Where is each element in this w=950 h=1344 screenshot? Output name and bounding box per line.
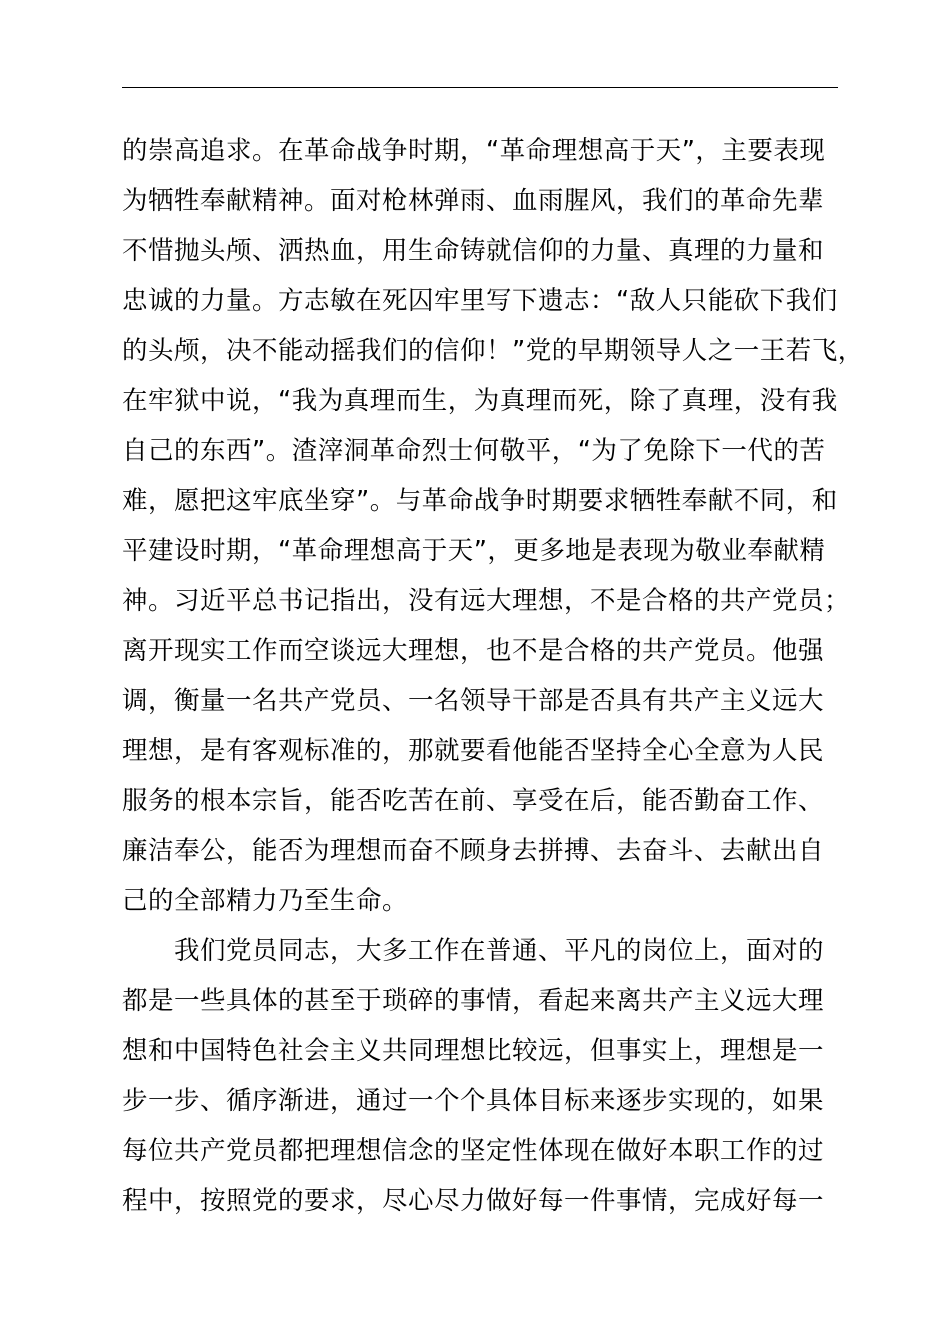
text-line: 步一步、循序渐进，通过一个个具体目标来逐步实现的，如果 <box>122 1086 825 1116</box>
text-line: 廉洁奉公，能否为理想而奋不顾身去拼搏、去奋斗、去献出自 <box>122 836 825 866</box>
text-line: 在牢狱中说，“我为真理而生，为真理而死，除了真理，没有我 <box>122 386 838 416</box>
text-line: 难，愿把这牢底坐穿”。与革命战争时期要求牺牲奉献不同，和 <box>122 486 838 516</box>
text-line: 自己的东西”。渣滓洞革命烈士何敬平，“为了免除下一代的苦 <box>122 436 826 466</box>
text-line: 忠诚的力量。方志敏在死囚牢里写下遗志：“敌人只能砍下我们 <box>122 286 838 316</box>
text-line: 理想，是有客观标准的，那就要看他能否坚持全心全意为人民 <box>122 736 825 766</box>
text-line: 的头颅，决不能动摇我们的信仰！”党的早期领导人之一王若飞， <box>122 336 864 366</box>
text-line: 不惜抛头颅、洒热血，用生命铸就信仰的力量、真理的力量和 <box>122 236 825 266</box>
body-text <box>122 126 862 1226</box>
text-line: 调，衡量一名共产党员、一名领导干部是否具有共产主义远大 <box>122 686 825 716</box>
text-line: 都是一些具体的甚至于琐碎的事情，看起来离共产主义远大理 <box>122 986 825 1016</box>
text-line: 想和中国特色社会主义共同理想比较远，但事实上，理想是一 <box>122 1036 825 1066</box>
text-line: 的崇高追求。在革命战争时期，“革命理想高于天”，主要表现 <box>122 136 826 166</box>
text-line: 神。习近平总书记指出，没有远大理想，不是合格的共产党员； <box>122 586 851 616</box>
text-line: 平建设时期，“革命理想高于天”，更多地是表现为敬业奉献精 <box>122 536 826 566</box>
text-line: 己的全部精力乃至生命。 <box>122 886 409 916</box>
text-line: 服务的根本宗旨，能否吃苦在前、享受在后，能否勤奋工作、 <box>122 786 825 816</box>
text-line: 程中，按照党的要求，尽心尽力做好每一件事情，完成好每一 <box>122 1186 825 1216</box>
text-line: 为牺牲奉献精神。面对枪林弹雨、血雨腥风，我们的革命先辈 <box>122 186 825 216</box>
text-line: 每位共产党员都把理想信念的坚定性体现在做好本职工作的过 <box>122 1136 825 1166</box>
header-rule <box>122 87 838 88</box>
text-line: 离开现实工作而空谈远大理想，也不是合格的共产党员。他强 <box>122 636 825 666</box>
paragraph-start-line: 我们党员同志，大多工作在普通、平凡的岗位上，面对的 <box>174 936 825 966</box>
